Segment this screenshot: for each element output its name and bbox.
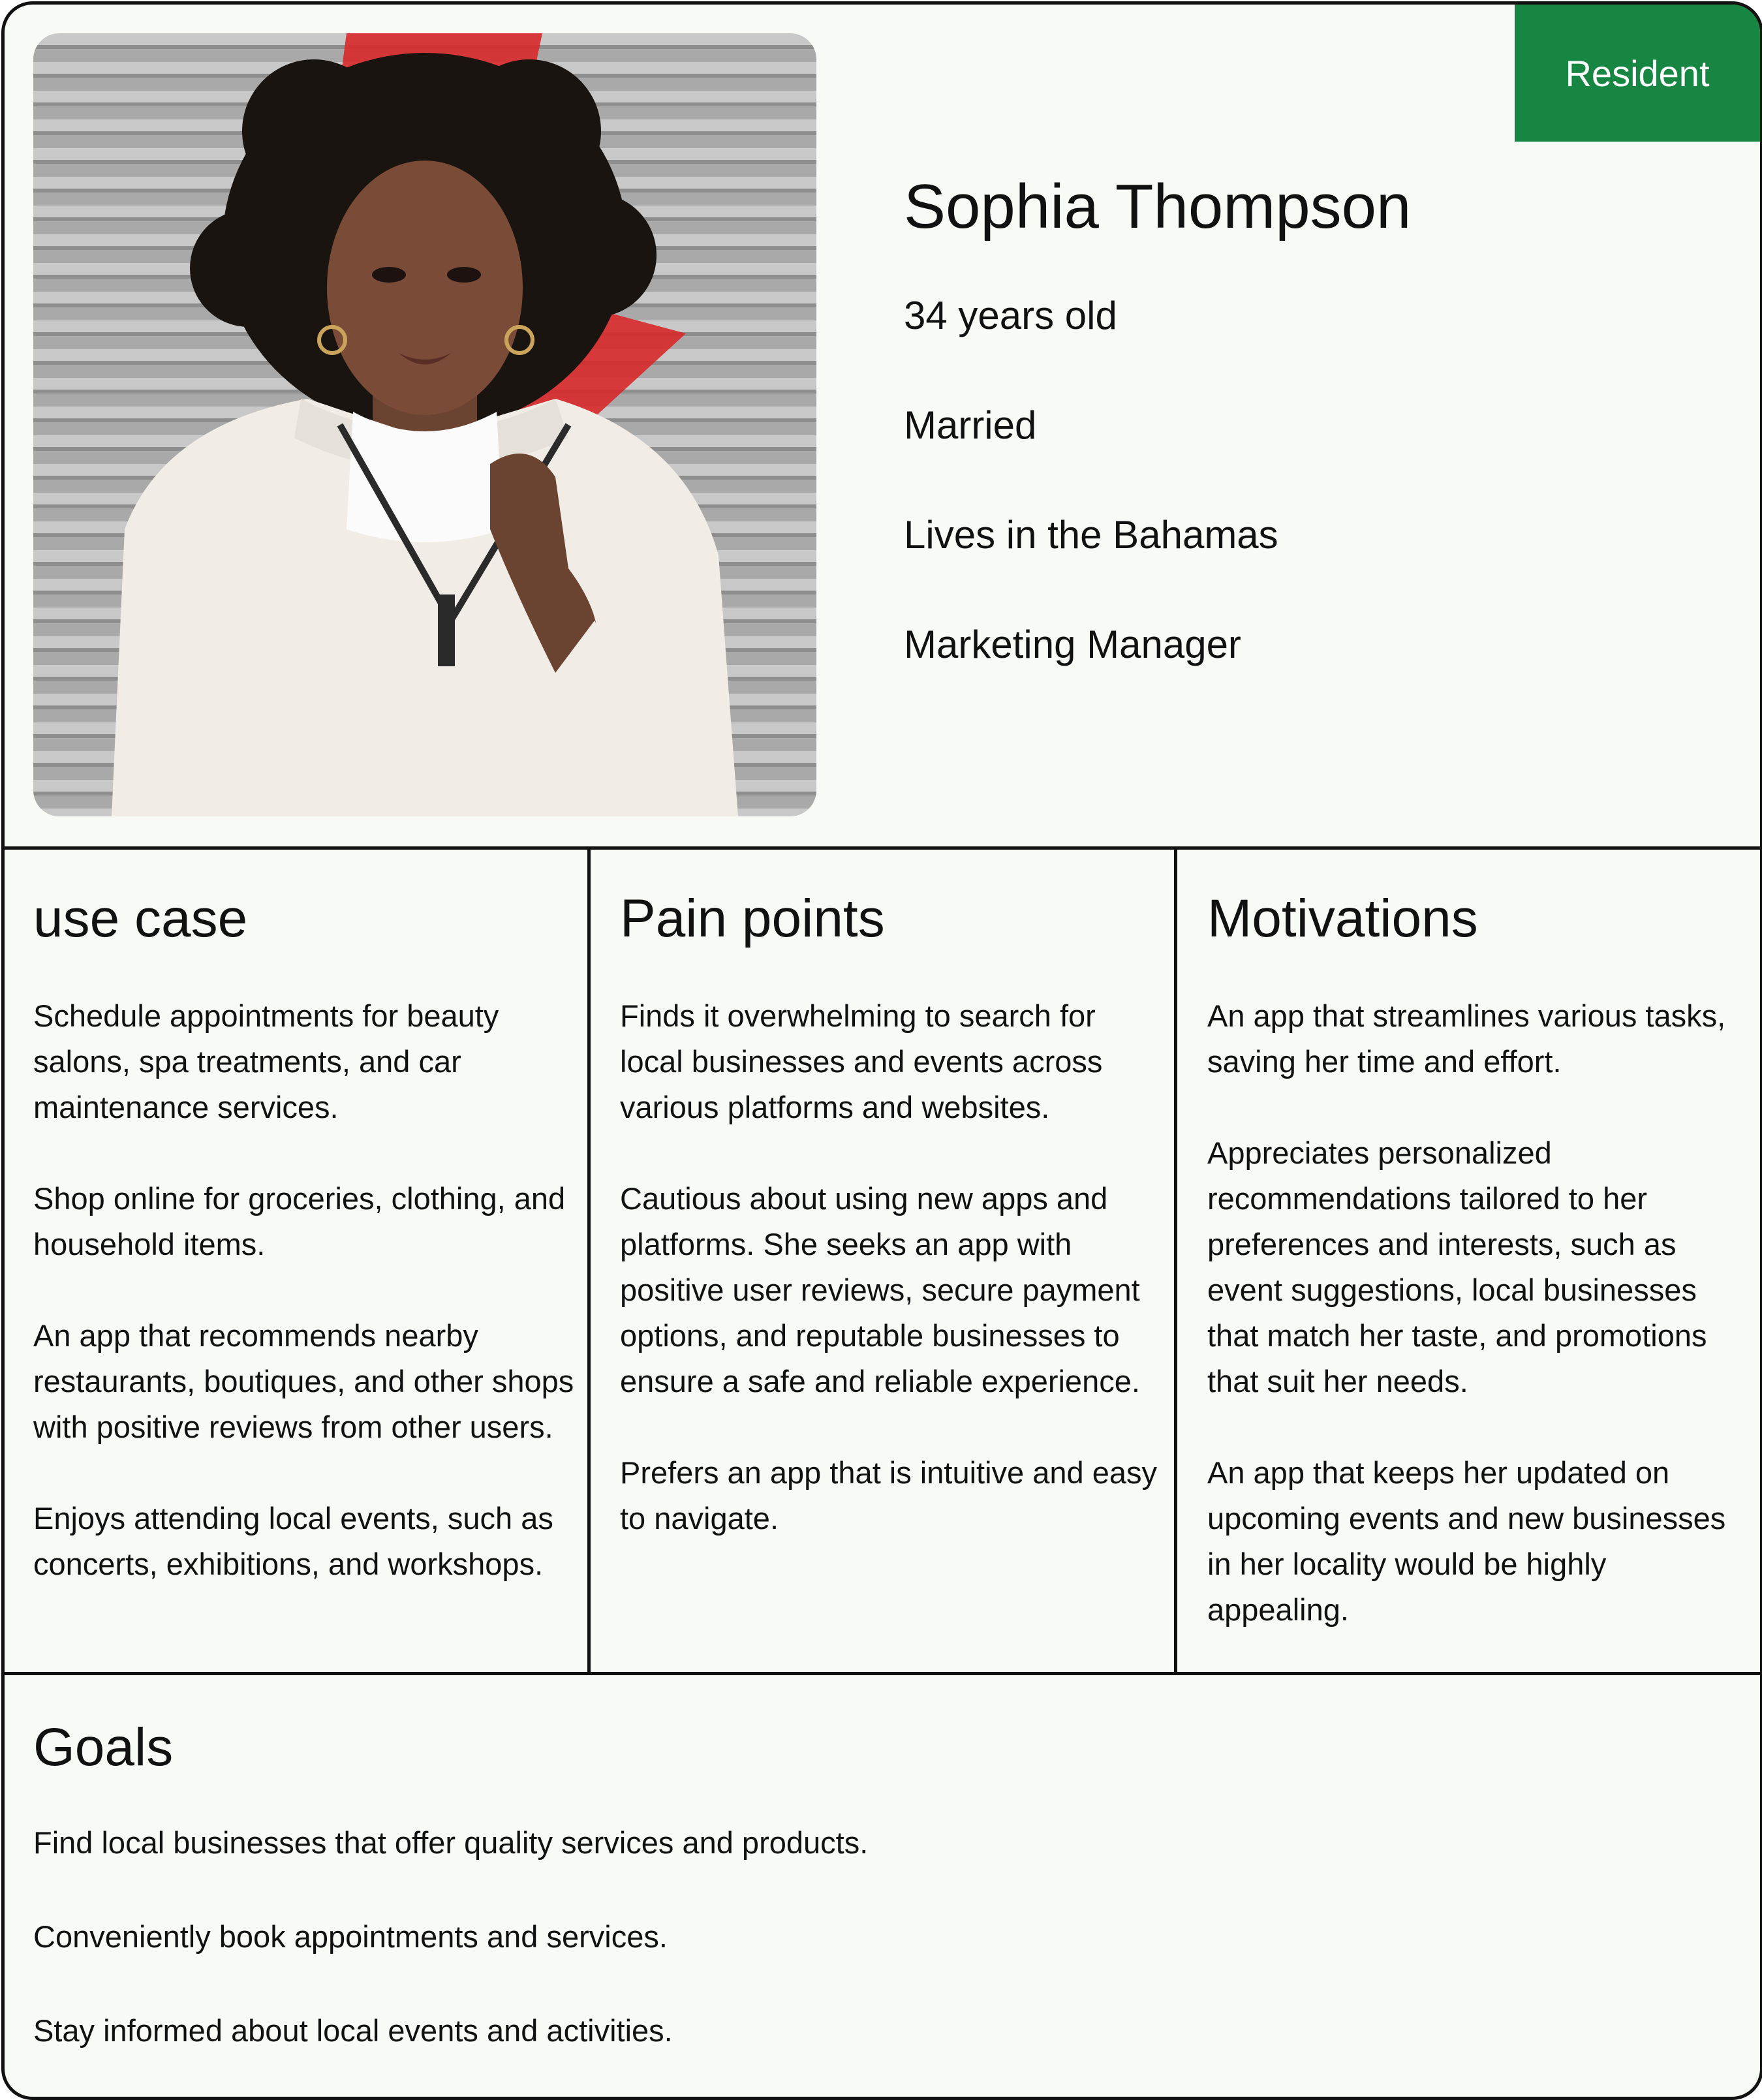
use-case-title: use case (33, 889, 248, 948)
pain-point-item: Finds it overwhelming to search for local businesses and events across various platforms and websites. (620, 998, 1103, 1124)
persona-marital-status: Married (904, 403, 1037, 447)
pain-point-item: Prefers an app that is intuitive and easy to navigate. (620, 1455, 1157, 1536)
goal-item: Find local businesses that offer quality services and products. (33, 1825, 869, 1860)
use-case-section (33, 846, 575, 1662)
use-case-item: Schedule appointments for beauty salons, spa treatments, and car maintenance services. (33, 998, 499, 1124)
persona-occupation: Marketing Manager (904, 623, 1241, 666)
profile-photo (33, 33, 816, 816)
pain-points-title: Pain points (620, 889, 885, 948)
persona-age: 34 years old (904, 294, 1117, 337)
pain-points-section (620, 846, 1162, 1662)
divider-col-1 (587, 846, 591, 1675)
resident-badge: Resident (1515, 5, 1760, 142)
goal-item: Conveniently book appointments and services. (33, 1919, 668, 1954)
motivation-item: Appreciates personalized recommendations tailored to her preferences and interests, such as event suggestions, local businesses that match her taste, and promotions that suit her needs. (1207, 1135, 1707, 1398)
use-case-item: An app that recommends nearby restaurants, boutiques, and other shops with positive reviews from other users. (33, 1318, 574, 1444)
use-case-item: Enjoys attending local events, such as concerts, exhibitions, and workshops. (33, 1501, 553, 1581)
motivation-item: An app that keeps her updated on upcoming events and new businesses in her locality would be highly appealing. (1207, 1455, 1726, 1627)
persona-card (1, 1, 1762, 2100)
goals-section (5, 1675, 1760, 2093)
persona-location: Lives in the Bahamas (904, 513, 1278, 557)
motivations-section (1207, 846, 1742, 1662)
motivation-item: An app that streamlines various tasks, saving her time and effort. (1207, 998, 1726, 1079)
goals-title: Goals (33, 1718, 174, 1777)
goal-item: Stay informed about local events and activities. (33, 2013, 673, 2048)
persona-name: Sophia Thompson (904, 172, 1412, 241)
motivations-title: Motivations (1207, 889, 1478, 948)
use-case-item: Shop online for groceries, clothing, and household items. (33, 1181, 566, 1261)
divider-col-2 (1174, 846, 1177, 1675)
pain-point-item: Cautious about using new apps and platforms. She seeks an app with positive user reviews, secure payment options, and reputable businesses to ensure a safe and reliable experience. (620, 1181, 1140, 1398)
